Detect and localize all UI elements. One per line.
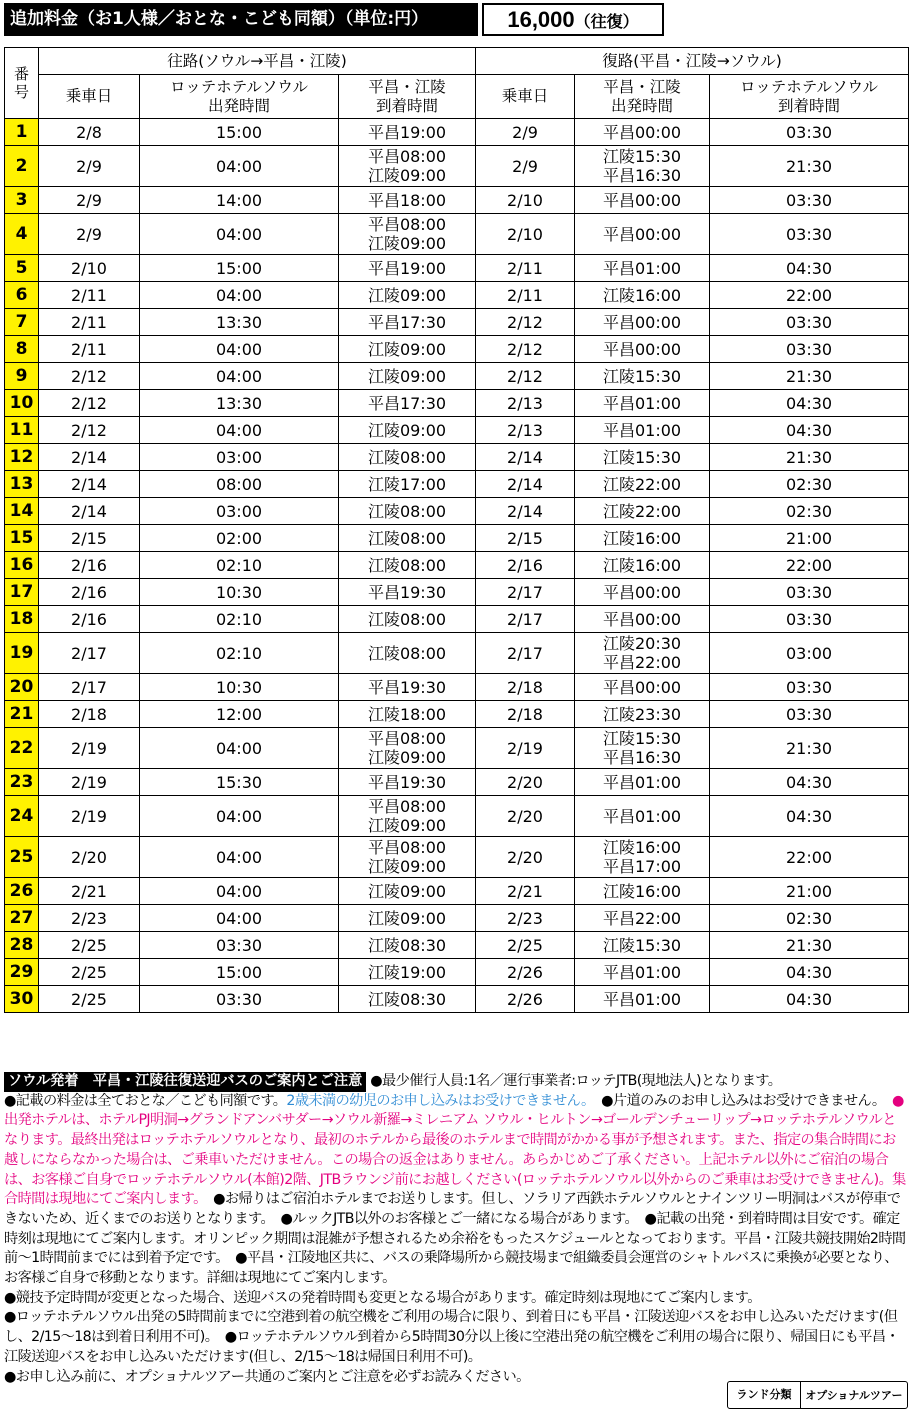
out-board-date: 2/15 — [39, 525, 140, 552]
ret-arrive-time: 03:00 — [710, 633, 909, 674]
ret-arrive-time: 04:30 — [710, 255, 909, 282]
out-arrive-time: 平昌08:00 江陵09:00 — [339, 837, 476, 878]
row-number: 13 — [5, 471, 39, 498]
out-depart-time: 03:30 — [140, 932, 339, 959]
table-row — [5, 187, 909, 214]
note-departure-hotels: ●出発ホテルは、ホテルPJ明洞→グランドアンバサダー→ソウル新羅→ミレニアム ソウル・ヒルトン→ゴールデンチューリップ→ロッテホテルソウルとなります。最終出発はロッテホテルソウルとなり、最初のホテルから最後のホテルまで時間がかかる事が予想されます。また、指定の集合時間にお越しにならなかった場合は、ご乗車いただけません。この場合の返金はありません。あらかじめご了承ください。上記ホテル以外にご宿泊の場合は、お客様ご自身でロッテホテルソウル(本館)2階、JTBラウンジ前にお越しください(ロッテホテルソウル以外からのご乗車はお受けできません)。集合時間は現地にてご案内します。 — [4, 1092, 906, 1208]
out-board-date: 2/25 — [39, 932, 140, 959]
out-depart-header: ロッテホテルソウル 出発時間 — [140, 75, 339, 119]
table-row — [5, 309, 909, 336]
out-arrive-time: 平昌19:00 — [339, 255, 476, 282]
ret-board-date: 2/20 — [476, 769, 575, 796]
out-depart-time: 04:00 — [140, 336, 339, 363]
out-board-date: 2/19 — [39, 769, 140, 796]
price-box — [482, 3, 664, 36]
ret-board-date: 2/12 — [476, 363, 575, 390]
out-board-date: 2/11 — [39, 336, 140, 363]
ret-board-date: 2/10 — [476, 214, 575, 255]
ret-depart-time: 平昌00:00 — [575, 214, 710, 255]
out-depart-time: 10:30 — [140, 579, 339, 606]
ret-depart-time: 平昌01:00 — [575, 959, 710, 986]
out-depart-time: 13:30 — [140, 390, 339, 417]
ret-board-date: 2/18 — [476, 701, 575, 728]
ret-board-date: 2/9 — [476, 119, 575, 146]
ret-board-date: 2/17 — [476, 606, 575, 633]
row-number: 1 — [5, 119, 39, 146]
table-row — [5, 390, 909, 417]
out-arrive-time: 江陵08:00 — [339, 444, 476, 471]
ret-board-date: 2/21 — [476, 878, 575, 905]
table-row — [5, 796, 909, 837]
out-arrive-time: 平昌17:30 — [339, 309, 476, 336]
table-row — [5, 119, 909, 146]
table-row — [5, 417, 909, 444]
ret-board-date: 2/14 — [476, 471, 575, 498]
ret-arrive-time: 03:30 — [710, 336, 909, 363]
ret-depart-time: 江陵23:30 — [575, 701, 710, 728]
ret-board-date: 2/23 — [476, 905, 575, 932]
out-arrive-time: 平昌19:30 — [339, 769, 476, 796]
out-board-date: 2/9 — [39, 187, 140, 214]
out-depart-time: 15:00 — [140, 959, 339, 986]
out-arrive-time: 江陵08:30 — [339, 932, 476, 959]
ret-arrive-time: 21:30 — [710, 363, 909, 390]
out-arrive-time: 江陵09:00 — [339, 336, 476, 363]
out-depart-time: 03:30 — [140, 986, 339, 1013]
price-label: 追加料金（お1人様／おとな・こども同額）（単位:円） — [4, 3, 478, 36]
out-arrive-time: 平昌08:00 江陵09:00 — [339, 146, 476, 187]
out-arrive-time: 江陵08:00 — [339, 633, 476, 674]
out-depart-time: 15:00 — [140, 119, 339, 146]
ret-arrive-time: 21:30 — [710, 146, 909, 187]
ret-board-date: 2/14 — [476, 444, 575, 471]
out-board-date: 2/16 — [39, 606, 140, 633]
ret-arrive-time: 03:30 — [710, 309, 909, 336]
table-row — [5, 701, 909, 728]
table-row — [5, 769, 909, 796]
out-arrive-time: 平昌19:00 — [339, 119, 476, 146]
ret-board-date: 2/25 — [476, 932, 575, 959]
table-row — [5, 837, 909, 878]
out-board-date: 2/10 — [39, 255, 140, 282]
ret-depart-time: 江陵22:00 — [575, 471, 710, 498]
table-row — [5, 986, 909, 1013]
out-board-date: 2/12 — [39, 390, 140, 417]
note-airport-flights: ●ロッテホテルソウル出発の5時間前までに空港到着の航空機をご利用の場合に限り、到着日にも平昌・江陵送迎バスをお申し込みいただけます(但し、2/15〜18は到着日利用不可)。 ●ロッテホテルソウル到着から5時間30分以上後に空港出発の航空機をご利用の場合に限り、帰国日にも平昌・江陵送迎バスをお申し込みいただけます(但し、2/15〜18は帰国日利用不可)。 — [4, 1309, 900, 1365]
out-arrive-time: 江陵08:00 — [339, 606, 476, 633]
table-row — [5, 471, 909, 498]
out-arrive-time: 平昌17:30 — [339, 390, 476, 417]
ret-board-date: 2/26 — [476, 986, 575, 1013]
price-header — [4, 3, 661, 36]
note-min-participants: ●最少催行人員:1名／運行事業者:ロッテJTB(現地法人)となります。 — [370, 1073, 782, 1089]
row-number: 12 — [5, 444, 39, 471]
table-row — [5, 525, 909, 552]
ret-depart-time: 平昌01:00 — [575, 769, 710, 796]
ret-board-date: 2/9 — [476, 146, 575, 187]
ret-arrive-time: 04:30 — [710, 959, 909, 986]
row-number: 17 — [5, 579, 39, 606]
row-number: 22 — [5, 728, 39, 769]
table-row — [5, 255, 909, 282]
note-schedule-change: ●競技予定時間が変更となった場合、送迎バスの発着時間も変更となる場合があります。確定時刻は現地にてご案内します。 — [4, 1289, 761, 1306]
out-depart-time: 04:00 — [140, 417, 339, 444]
out-arrive-time: 平昌08:00 江陵09:00 — [339, 796, 476, 837]
out-arrive-header: 平昌・江陵 到着時間 — [339, 75, 476, 119]
out-arrive-time: 平昌19:30 — [339, 579, 476, 606]
row-number: 9 — [5, 363, 39, 390]
out-depart-time: 02:10 — [140, 606, 339, 633]
out-depart-time: 15:30 — [140, 769, 339, 796]
out-depart-time: 10:30 — [140, 674, 339, 701]
ret-depart-time: 平昌00:00 — [575, 187, 710, 214]
ret-board-date: 2/12 — [476, 309, 575, 336]
out-depart-time: 03:00 — [140, 498, 339, 525]
number-header: 番号 — [5, 48, 39, 119]
out-depart-time: 04:00 — [140, 728, 339, 769]
note-read-before: ●お申し込み前に、オプショナルツアー共通のご案内とご注意を必ずお読みください。 — [4, 1368, 530, 1385]
table-row — [5, 146, 909, 187]
ret-depart-time: 平昌01:00 — [575, 255, 710, 282]
row-number: 20 — [5, 674, 39, 701]
ret-depart-time: 江陵22:00 — [575, 498, 710, 525]
ret-board-date: 2/13 — [476, 417, 575, 444]
table-row — [5, 579, 909, 606]
out-board-date: 2/21 — [39, 878, 140, 905]
table-row — [5, 633, 909, 674]
out-board-date: 2/11 — [39, 309, 140, 336]
row-number: 3 — [5, 187, 39, 214]
table-row — [5, 444, 909, 471]
out-board-date: 2/19 — [39, 728, 140, 769]
table-row — [5, 363, 909, 390]
ret-arrive-time: 21:00 — [710, 525, 909, 552]
row-number: 11 — [5, 417, 39, 444]
row-number: 19 — [5, 633, 39, 674]
row-number: 24 — [5, 796, 39, 837]
table-row — [5, 606, 909, 633]
ret-board-date: 2/17 — [476, 579, 575, 606]
row-number: 14 — [5, 498, 39, 525]
row-number: 8 — [5, 336, 39, 363]
note-price: ●記載の料金は全ておとな／こども同額です。 — [4, 1092, 287, 1109]
ret-depart-time: 平昌01:00 — [575, 390, 710, 417]
out-depart-time: 12:00 — [140, 701, 339, 728]
land-category-label: ランド分類 — [728, 1382, 801, 1408]
out-board-date: 2/12 — [39, 417, 140, 444]
out-arrive-time: 江陵08:00 — [339, 552, 476, 579]
ret-depart-time: 江陵16:00 — [575, 552, 710, 579]
ret-arrive-time: 02:30 — [710, 498, 909, 525]
out-board-date: 2/16 — [39, 579, 140, 606]
out-depart-time: 15:00 — [140, 255, 339, 282]
out-arrive-time: 平昌18:00 — [339, 187, 476, 214]
ret-arrive-time: 03:30 — [710, 187, 909, 214]
ret-arrive-time: 21:30 — [710, 444, 909, 471]
row-number: 7 — [5, 309, 39, 336]
out-board-date: 2/23 — [39, 905, 140, 932]
ret-arrive-time: 04:30 — [710, 417, 909, 444]
row-number: 27 — [5, 905, 39, 932]
row-number: 29 — [5, 959, 39, 986]
ret-arrive-time: 04:30 — [710, 390, 909, 417]
ret-board-date: 2/17 — [476, 633, 575, 674]
ret-depart-time: 江陵15:30 — [575, 363, 710, 390]
ret-depart-time: 平昌00:00 — [575, 606, 710, 633]
ret-arrive-time: 21:00 — [710, 878, 909, 905]
ret-arrive-time: 04:30 — [710, 796, 909, 837]
ret-depart-time: 江陵15:30 — [575, 932, 710, 959]
out-board-date: 2/20 — [39, 837, 140, 878]
out-depart-time: 04:00 — [140, 146, 339, 187]
out-depart-time: 13:30 — [140, 309, 339, 336]
table-row — [5, 728, 909, 769]
ret-arrive-time: 03:30 — [710, 674, 909, 701]
price-note: （往復） — [574, 12, 639, 31]
out-board-date: 2/14 — [39, 471, 140, 498]
out-board-date: 2/14 — [39, 498, 140, 525]
ret-depart-time: 平昌00:00 — [575, 336, 710, 363]
row-number: 28 — [5, 932, 39, 959]
ret-depart-time: 平昌01:00 — [575, 986, 710, 1013]
ret-depart-time: 江陵20:30 平昌22:00 — [575, 633, 710, 674]
out-board-date: 2/9 — [39, 214, 140, 255]
out-arrive-time: 江陵19:00 — [339, 959, 476, 986]
ret-depart-time: 平昌00:00 — [575, 309, 710, 336]
out-arrive-time: 江陵08:00 — [339, 525, 476, 552]
out-board-date: 2/11 — [39, 282, 140, 309]
out-depart-time: 04:00 — [140, 796, 339, 837]
out-arrive-time: 江陵09:00 — [339, 282, 476, 309]
out-board-date: 2/18 — [39, 701, 140, 728]
out-arrive-time: 江陵08:30 — [339, 986, 476, 1013]
out-board-date-header: 乗車日 — [39, 75, 140, 119]
out-depart-time: 04:00 — [140, 878, 339, 905]
out-board-date: 2/12 — [39, 363, 140, 390]
row-number: 25 — [5, 837, 39, 878]
out-depart-time: 08:00 — [140, 471, 339, 498]
ret-board-date: 2/15 — [476, 525, 575, 552]
out-board-date: 2/17 — [39, 633, 140, 674]
note-one-way: ●片道のみのお申し込みはお受けできません。 — [601, 1092, 879, 1109]
out-board-date: 2/19 — [39, 796, 140, 837]
out-arrive-time: 江陵09:00 — [339, 417, 476, 444]
ret-depart-time: 平昌00:00 — [575, 674, 710, 701]
ret-arrive-time: 03:30 — [710, 119, 909, 146]
return-header: 復路(平昌・江陵→ソウル) — [476, 48, 909, 75]
out-depart-time: 04:00 — [140, 282, 339, 309]
schedule-table — [4, 47, 909, 1013]
row-number: 18 — [5, 606, 39, 633]
ret-board-date: 2/20 — [476, 796, 575, 837]
out-board-date: 2/9 — [39, 146, 140, 187]
row-number: 10 — [5, 390, 39, 417]
out-arrive-time: 江陵09:00 — [339, 878, 476, 905]
table-row — [5, 552, 909, 579]
ret-arrive-time: 22:00 — [710, 282, 909, 309]
out-arrive-time: 平昌19:30 — [339, 674, 476, 701]
out-arrive-time: 江陵18:00 — [339, 701, 476, 728]
ret-board-date: 2/10 — [476, 187, 575, 214]
land-category-tag — [727, 1381, 908, 1409]
ret-arrive-time: 03:30 — [710, 214, 909, 255]
ret-arrive-time: 02:30 — [710, 905, 909, 932]
ret-board-date: 2/18 — [476, 674, 575, 701]
row-number: 2 — [5, 146, 39, 187]
row-number: 26 — [5, 878, 39, 905]
ret-depart-time: 江陵15:30 平昌16:30 — [575, 146, 710, 187]
out-arrive-time: 江陵08:00 — [339, 498, 476, 525]
table-row — [5, 336, 909, 363]
row-number: 5 — [5, 255, 39, 282]
price-amount: 16,000 — [507, 7, 575, 32]
ret-depart-time: 平昌01:00 — [575, 796, 710, 837]
row-number: 16 — [5, 552, 39, 579]
table-row — [5, 905, 909, 932]
note-return-hotels: ●お帰りはご宿泊ホテルまでお送りします。但し、ソラリア西鉄ホテルソウルとナインツリー明洞はバスが停車できないため、近くまでのお送りとなります。 ●ルックJTB以外のお客様とご一緒になる場合があります。 ●記載の出発・到着時間は目安です。確定時刻は現地にてご案内します。オリンピック期間は混雑が予想されるため余裕をもったスケジュールとなっております。平昌・江陵共競技開始2時間前〜1時間前までには到着予定です。 ●平昌・江陵地区共に、バスの乗降場所から競技場まで組織委員会運営のシャトルバスに乗換が必要となり、お客様ご自身で移動となります。詳細は現地にてご案内します。 — [4, 1191, 906, 1287]
table-row — [5, 674, 909, 701]
ret-board-date: 2/11 — [476, 255, 575, 282]
row-number: 15 — [5, 525, 39, 552]
out-depart-time: 04:00 — [140, 837, 339, 878]
notes-section — [4, 1072, 908, 1387]
ret-arrive-time: 22:00 — [710, 837, 909, 878]
ret-arrive-time: 03:30 — [710, 606, 909, 633]
out-depart-time: 04:00 — [140, 214, 339, 255]
ret-arrive-time: 04:30 — [710, 986, 909, 1013]
ret-depart-time: 平昌00:00 — [575, 119, 710, 146]
ret-board-date: 2/12 — [476, 336, 575, 363]
out-depart-time: 02:10 — [140, 552, 339, 579]
table-row — [5, 878, 909, 905]
ret-arrive-header: ロッテホテルソウル 到着時間 — [710, 75, 909, 119]
ret-arrive-time: 03:30 — [710, 701, 909, 728]
land-category-value: オプショナルツアー — [805, 1388, 903, 1402]
out-board-date: 2/16 — [39, 552, 140, 579]
ret-depart-time: 江陵16:00 — [575, 878, 710, 905]
out-arrive-time: 江陵09:00 — [339, 363, 476, 390]
ret-arrive-time: 21:30 — [710, 728, 909, 769]
out-board-date: 2/14 — [39, 444, 140, 471]
row-number: 4 — [5, 214, 39, 255]
out-board-date: 2/8 — [39, 119, 140, 146]
ret-board-date: 2/11 — [476, 282, 575, 309]
table-row — [5, 498, 909, 525]
out-board-date: 2/25 — [39, 959, 140, 986]
out-depart-time: 02:10 — [140, 633, 339, 674]
ret-depart-time: 平昌01:00 — [575, 417, 710, 444]
ret-board-date: 2/19 — [476, 728, 575, 769]
ret-board-date: 2/14 — [476, 498, 575, 525]
outbound-header: 往路(ソウル→平昌・江陵) — [39, 48, 476, 75]
ret-board-date: 2/16 — [476, 552, 575, 579]
ret-arrive-time: 03:30 — [710, 579, 909, 606]
ret-arrive-time: 04:30 — [710, 769, 909, 796]
row-number: 23 — [5, 769, 39, 796]
ret-board-date-header: 乗車日 — [476, 75, 575, 119]
out-board-date: 2/25 — [39, 986, 140, 1013]
row-number: 30 — [5, 986, 39, 1013]
out-depart-time: 14:00 — [140, 187, 339, 214]
out-arrive-time: 平昌08:00 江陵09:00 — [339, 214, 476, 255]
out-depart-time: 02:00 — [140, 525, 339, 552]
schedule-body — [5, 119, 909, 1013]
ret-arrive-time: 22:00 — [710, 552, 909, 579]
table-row — [5, 214, 909, 255]
ret-arrive-time: 21:30 — [710, 932, 909, 959]
row-number: 6 — [5, 282, 39, 309]
ret-depart-time: 平昌22:00 — [575, 905, 710, 932]
ret-board-date: 2/26 — [476, 959, 575, 986]
ret-depart-time: 江陵16:00 平昌17:00 — [575, 837, 710, 878]
out-depart-time: 03:00 — [140, 444, 339, 471]
out-arrive-time: 平昌08:00 江陵09:00 — [339, 728, 476, 769]
note-infant: 2歳未満の幼児のお申し込みはお受けできません。 — [286, 1092, 588, 1109]
ret-board-date: 2/13 — [476, 390, 575, 417]
out-board-date: 2/17 — [39, 674, 140, 701]
ret-board-date: 2/20 — [476, 837, 575, 878]
ret-depart-time: 平昌00:00 — [575, 579, 710, 606]
out-depart-time: 04:00 — [140, 363, 339, 390]
out-arrive-time: 江陵09:00 — [339, 905, 476, 932]
ret-depart-time: 江陵16:00 — [575, 525, 710, 552]
row-number: 21 — [5, 701, 39, 728]
out-depart-time: 04:00 — [140, 905, 339, 932]
ret-depart-time: 江陵16:00 — [575, 282, 710, 309]
notes-title: ソウル発着 平昌・江陵往復送迎バスのご案内とご注意 — [4, 1072, 366, 1092]
ret-depart-time: 江陵15:30 — [575, 444, 710, 471]
out-arrive-time: 江陵17:00 — [339, 471, 476, 498]
ret-arrive-time: 02:30 — [710, 471, 909, 498]
table-row — [5, 959, 909, 986]
ret-depart-header: 平昌・江陵 出発時間 — [575, 75, 710, 119]
table-row — [5, 932, 909, 959]
ret-depart-time: 江陵15:30 平昌16:30 — [575, 728, 710, 769]
table-row — [5, 282, 909, 309]
